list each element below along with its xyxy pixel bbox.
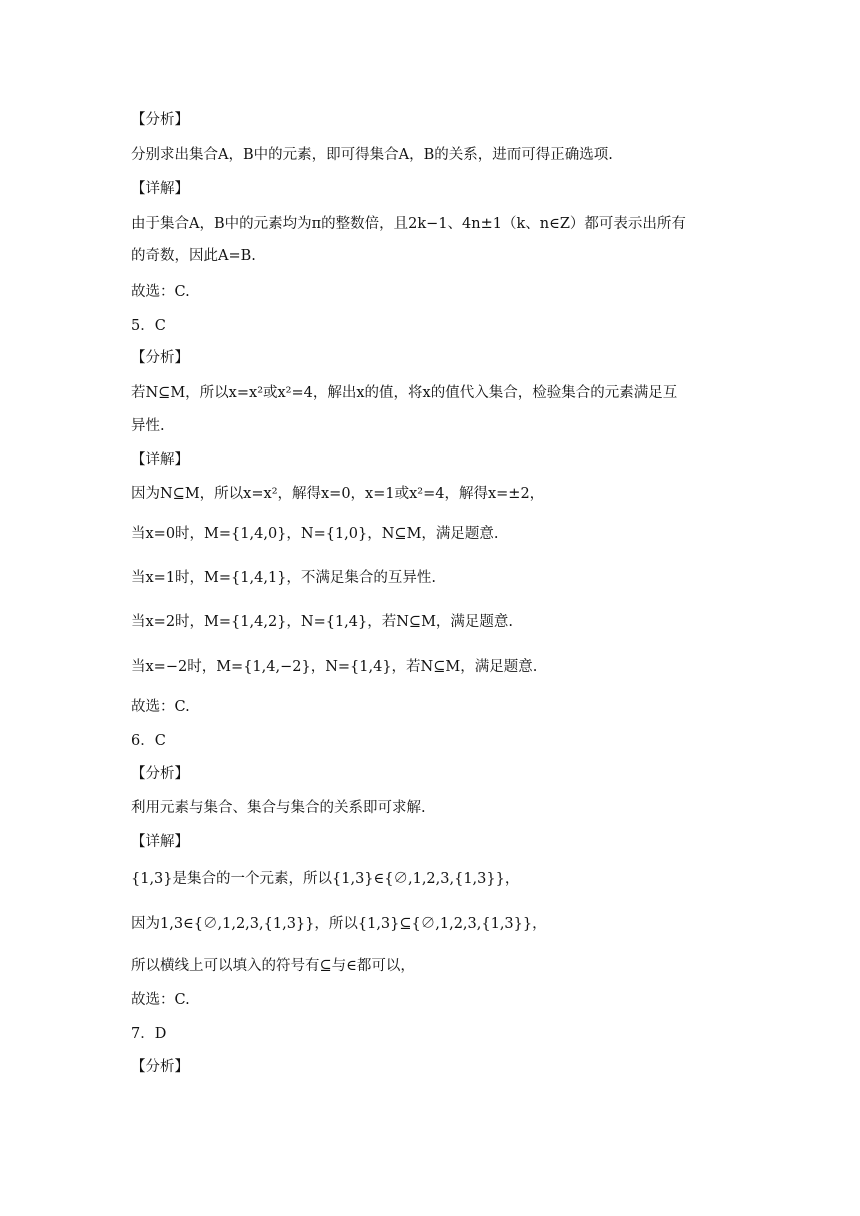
explanation-text: 因为N⊆M，所以x=x²，解得x=0，x=1或x²=4，解得x=±2，	[131, 486, 545, 502]
case-line: 当x=1时，M={1,4,1}，不满足集合的互异性.	[131, 570, 437, 586]
section-heading-explanation: 【详解】	[131, 834, 189, 850]
section-heading-analysis: 【分析】	[131, 350, 189, 366]
explanation-text: {1,3}是集合的一个元素，所以{1,3}∈{∅,1,2,3,{1,3}}，	[131, 871, 520, 887]
section-heading-analysis: 【分析】	[131, 112, 189, 128]
analysis-text: 利用元素与集合、集合与集合的关系即可求解.	[131, 800, 426, 816]
case-line: 当x=0时，M={1,4,0}，N={1,0}，N⊆M，满足题意.	[131, 526, 499, 542]
section-heading-analysis: 【分析】	[131, 1059, 189, 1075]
case-line: 当x=−2时，M={1,4,−2}，N={1,4}，若N⊆M，满足题意.	[131, 659, 538, 675]
analysis-text-cont: 异性.	[131, 418, 165, 434]
question-number: 7．D	[131, 1026, 167, 1042]
explanation-text: 因为1,3∈{∅,1,2,3,{1,3}}，所以{1,3}⊆{∅,1,2,3,{1,3}}，	[131, 916, 547, 932]
analysis-text: 分别求出集合A，B中的元素，即可得集合A，B的关系，进而可得正确选项.	[131, 147, 613, 163]
section-heading-analysis: 【分析】	[131, 766, 189, 782]
section-heading-explanation: 【详解】	[131, 181, 189, 197]
analysis-text: 若N⊆M，所以x=x²或x²=4，解出x的值，将x的值代入集合，检验集合的元素满足互	[131, 385, 678, 401]
explanation-text-cont: 的奇数，因此A=B.	[131, 248, 256, 264]
explanation-text: 由于集合A，B中的元素均为π的整数倍，且2k−1、4n±1（k、n∈Z）都可表示出所有	[131, 216, 686, 232]
section-heading-explanation: 【详解】	[131, 452, 189, 468]
answer-line: 故选：C.	[131, 992, 190, 1008]
question-number: 6．C	[131, 733, 166, 749]
answer-line: 故选：C.	[131, 699, 190, 715]
answer-line: 故选：C.	[131, 284, 190, 300]
question-number: 5．C	[131, 318, 166, 334]
explanation-text: 所以横线上可以填入的符号有⊆与∈都可以，	[131, 958, 415, 974]
case-line: 当x=2时，M={1,4,2}，N={1,4}，若N⊆M，满足题意.	[131, 614, 514, 630]
